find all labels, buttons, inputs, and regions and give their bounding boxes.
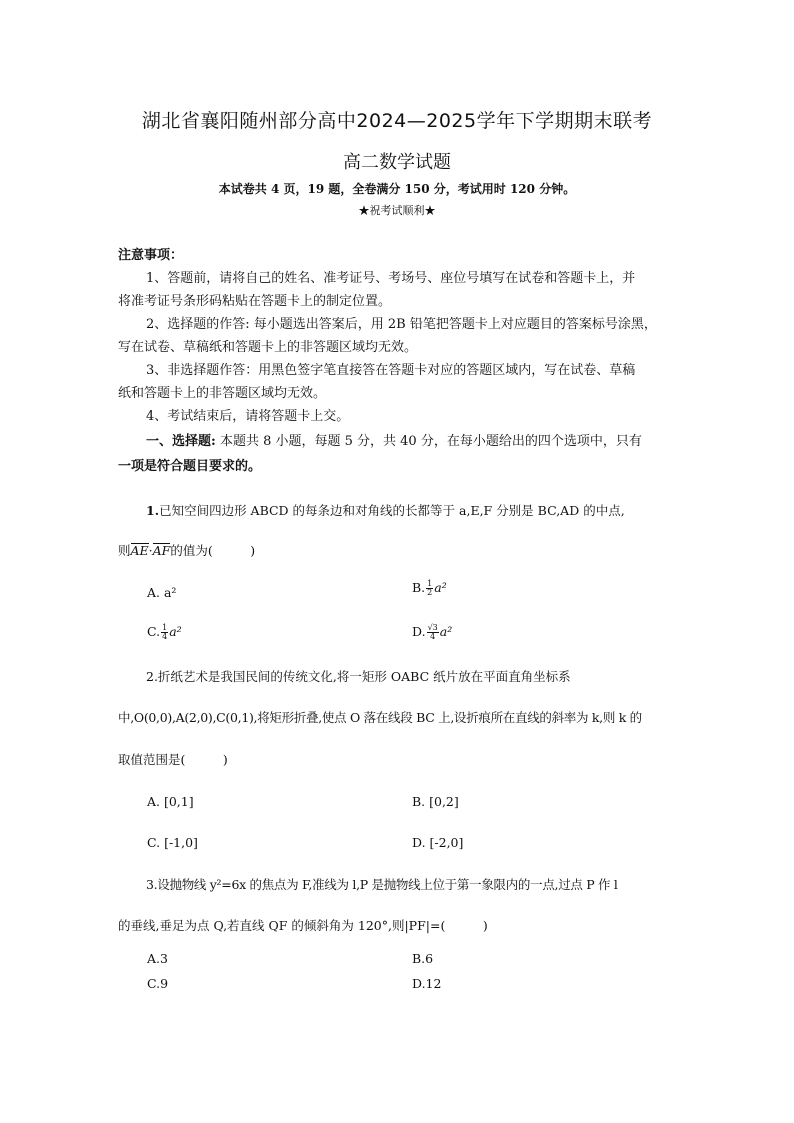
section1-desc-a: 本题共 8 小题，每题 5 分，共 40 分，在每小题给出的四个选项中，只有 <box>215 434 642 449</box>
q3-option-c: C.9 <box>147 976 169 991</box>
section1-desc-b: 一项是符合题目要求的。 <box>118 459 262 474</box>
exam-title: 湖北省襄阳随州部分高中2024—2025学年下学期期末联考 <box>141 110 653 132</box>
q2-line1: 2.折纸艺术是我国民间的传统文化,将一矩形 OABC 纸片放在平面直角坐标系 <box>146 669 571 684</box>
section1-desc <box>118 434 706 450</box>
q1-option-c-num: 1 <box>162 623 168 632</box>
exam-wish: ★祝考试顺利★ <box>358 204 436 217</box>
notice-item-1: 1、答题前，请将自己的姓名、准考证号、考场号、座位号填写在试卷和答题卡上，并 <box>146 271 636 286</box>
q1-option-c <box>147 624 182 641</box>
exam-subtitle: 高二数学试题 <box>343 152 451 173</box>
q3-option-a: A.3 <box>147 951 168 966</box>
q1-option-d-num: √3 <box>427 623 438 632</box>
q1-text: 已知空间四边形 ABCD 的每条边和对角线的长都等于 a,E,F 分别是 BC,AD 的中点, <box>159 503 625 518</box>
q2-option-c: C. [-1,0] <box>147 835 198 850</box>
notice-item-2-cont: 写在试卷、草稿纸和答题卡上的非答题区域均无效。 <box>118 340 418 355</box>
notice-item-3: 3、非选择题作答：用黑色签字笔直接答在答题卡对应的答题区域内，写在试卷、草稿 <box>146 363 636 378</box>
notice-item-4: 4、考试结束后，请将答题卡上交。 <box>146 409 350 424</box>
exam-info: 本试卷共 4 页，19 题，全卷满分 150 分，考试用时 120 分钟。 <box>218 182 576 196</box>
q1-option-b-den: 2 <box>427 588 433 597</box>
q1-option-d-fraction <box>427 624 439 641</box>
q1-vector-ae: AE <box>130 543 149 558</box>
q1-line2-post: 的值为( ) <box>170 543 256 558</box>
q2-option-a: A. [0,1] <box>147 794 194 809</box>
q3-option-b: B.6 <box>412 951 434 966</box>
q1-dot: · <box>148 543 153 558</box>
q1-vector-af: AF <box>152 543 171 558</box>
q1-option-d <box>412 624 452 641</box>
q2-line3: 取值范围是( ) <box>118 752 228 767</box>
q1-number: 1. <box>146 503 160 518</box>
q1-option-c-label: C. <box>147 624 161 639</box>
q2-option-d: D. [-2,0] <box>412 835 464 850</box>
q1-line1 <box>118 503 706 519</box>
q1-option-c-value: a² <box>169 624 182 639</box>
q2-line2: 中,O(0,0),A(2,0),C(0,1),将矩形折叠,使点 O 落在线段 BC 上,设折痕所在直线的斜率为 k,则 k 的 <box>118 710 642 725</box>
q1-option-c-den: 4 <box>162 632 168 641</box>
notice-heading: 注意事项： <box>118 248 184 263</box>
q1-line2-pre: 则 <box>118 543 131 558</box>
q1-option-b-label: B. <box>412 580 426 595</box>
notice-item-2: 2、选择题的作答: 每小题选出答案后，用 2B 铅笔把答题卡上对应题目的答案标号涂黑， <box>146 317 657 332</box>
q1-option-b-num: 1 <box>427 579 433 588</box>
q2-option-b: B. [0,2] <box>412 794 459 809</box>
q3-line2: 的垂线,垂足为点 Q,若直线 QF 的倾斜角为 120°,则|PF|=( ) <box>118 918 488 933</box>
section1-head: 一、选择题: <box>146 434 216 449</box>
q1-option-d-value: a² <box>439 624 453 639</box>
q1-option-b-fraction <box>426 580 433 597</box>
q1-option-a: A. a² <box>147 585 177 600</box>
q1-line2 <box>118 543 678 559</box>
notice-item-3-cont: 纸和答题卡上的非答题区域均无效。 <box>118 386 327 401</box>
q1-option-b <box>412 580 447 597</box>
q3-line1: 3.设抛物线 y²=6x 的焦点为 F,准线为 l,P 是抛物线上位于第一象限内的一点,过点 P 作 l <box>146 877 618 892</box>
notice-item-1-cont: 将准考证号条形码粘贴在答题卡上的制定位置。 <box>118 294 392 309</box>
q3-option-d: D.12 <box>412 976 442 991</box>
q1-option-d-label: D. <box>412 624 426 639</box>
q1-option-c-fraction <box>161 624 168 641</box>
q1-option-d-den: 4 <box>430 632 436 641</box>
q1-option-b-value: a² <box>434 580 447 595</box>
